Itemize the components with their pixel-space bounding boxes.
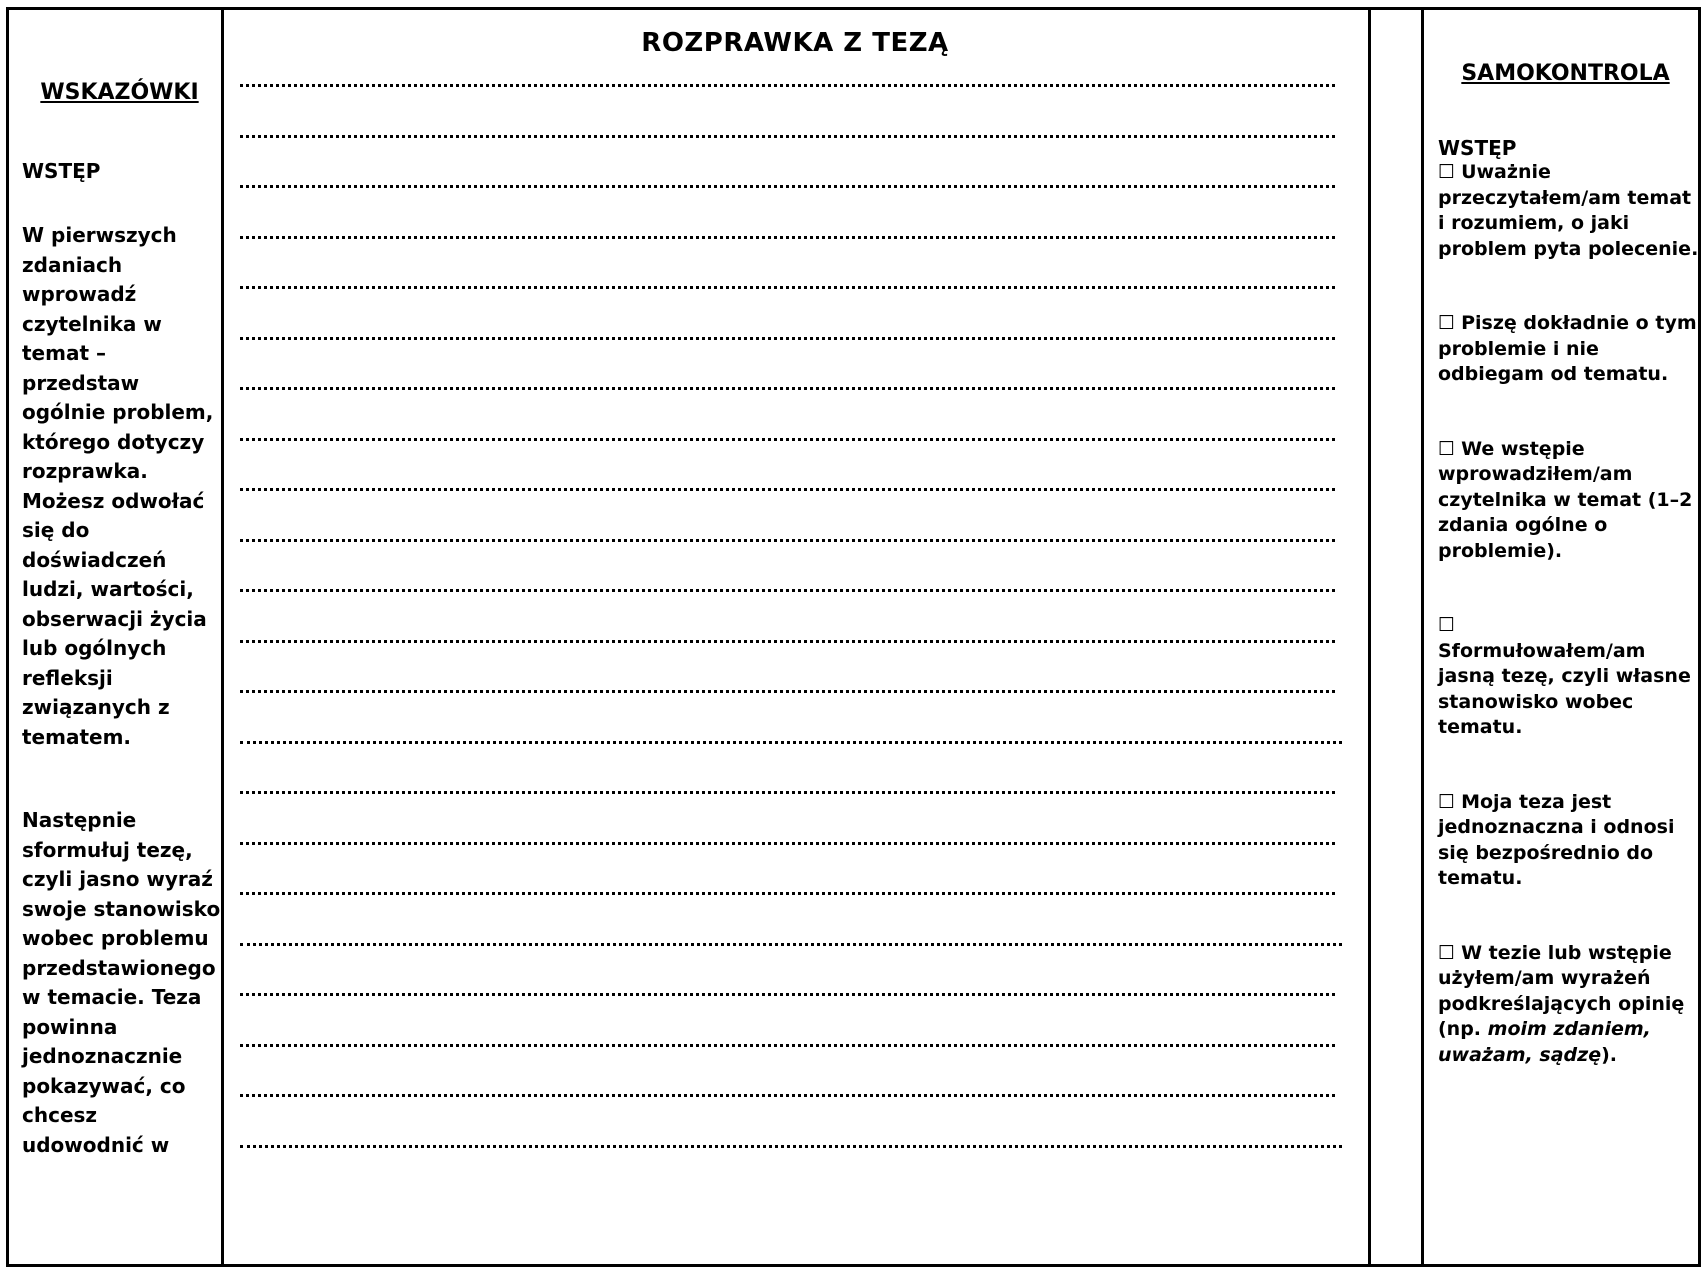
checkbox-icon[interactable]: ☐	[1438, 790, 1462, 813]
hints-column	[9, 10, 223, 1160]
writing-line[interactable]	[240, 845, 1335, 896]
writing-line[interactable]	[240, 138, 1335, 189]
essay-title: ROZPRAWKA Z TEZĄ	[641, 28, 949, 58]
writing-line[interactable]	[240, 1047, 1335, 1098]
writing-line[interactable]	[240, 491, 1335, 542]
self-check-section-title: WSTĘP	[1438, 136, 1517, 160]
checklist-item-example-phrases: moim zdaniem, uważam, sądzę	[1438, 1018, 1651, 1066]
checklist-item-text: Piszę dokładnie o tym problemie i nie odbiegam od tematu.	[1438, 312, 1697, 385]
self-check-heading: SAMOKONTROLA	[1461, 61, 1670, 86]
writing-line[interactable]	[240, 340, 1335, 391]
hints-paragraph-thesis: Następnie sformułuj tezę, czyli jasno wyraź swoje stanowisko wobec problemu przedstawionego w temacie. Teza powinna jednoznacznie pokazywać, co chcesz udowodnić w	[22, 808, 221, 1157]
checklist-item[interactable]	[1438, 160, 1701, 262]
writing-line[interactable]	[240, 87, 1335, 138]
writing-line[interactable]	[240, 744, 1335, 795]
writing-line[interactable]	[240, 441, 1335, 492]
hints-heading: WSKAZÓWKI	[40, 80, 199, 105]
checklist-item-text: W tezie lub wstępie użyłem/am wyrażeń podkreślających opinię (np.	[1438, 941, 1685, 1040]
checklist-item-text: Sformułowałem/am jasną tezę, czyli własne stanowisko wobec tematu.	[1438, 639, 1691, 738]
column-divider-center	[1368, 7, 1371, 1267]
writing-line[interactable]	[240, 73, 1335, 87]
checklist-item-text: We wstępie wprowadziłem/am czytelnika w temat (1–2 zdania ogólne o problemie).	[1438, 437, 1693, 562]
checklist-item[interactable]	[1438, 613, 1701, 741]
writing-line[interactable]	[240, 693, 1342, 744]
checkbox-icon[interactable]: ☐	[1438, 437, 1462, 460]
writing-line[interactable]	[240, 542, 1335, 593]
writing-line[interactable]	[240, 188, 1335, 239]
checklist-item-text-end: ).	[1601, 1043, 1617, 1066]
writing-line[interactable]	[240, 643, 1335, 694]
writing-line[interactable]	[240, 895, 1342, 946]
checkbox-icon[interactable]: ☐	[1438, 312, 1462, 334]
writing-line[interactable]	[240, 794, 1335, 845]
hints-section-title: WSTĘP	[22, 159, 101, 183]
essay-column	[225, 10, 1365, 58]
checkbox-icon[interactable]: ☐	[1438, 614, 1456, 636]
checkbox-icon[interactable]: ☐	[1438, 941, 1462, 964]
self-check-column	[1424, 10, 1701, 1117]
writing-line[interactable]	[240, 390, 1335, 441]
checklist-item[interactable]	[1438, 790, 1701, 892]
checklist-item-text: Uważnie przeczytałem/am temat i rozumiem, o jaki problem pyta polecenie.	[1438, 161, 1699, 260]
writing-lines	[240, 73, 1340, 1148]
writing-line[interactable]	[240, 996, 1335, 1047]
hints-paragraph-intro: W pierwszych zdaniach wprowadź czytelnika w temat – przedstaw ogólnie problem, którego dotyczy rozprawka. Możesz odwołać się do doświadczeń ludzi, wartości, obserwacji życia lub ogólnych refleksji związanych z tematem.	[22, 223, 214, 749]
checklist-item-text: Moja teza jest jednoznaczna i odnosi się bezpośrednio do tematu.	[1438, 790, 1675, 889]
checklist-item[interactable]	[1438, 437, 1701, 565]
writing-line[interactable]	[240, 592, 1335, 643]
checklist-item[interactable]	[1438, 311, 1701, 388]
writing-line[interactable]	[240, 289, 1335, 340]
writing-line[interactable]	[240, 946, 1335, 997]
checkbox-icon[interactable]: ☐	[1438, 161, 1462, 183]
writing-line[interactable]	[240, 1097, 1342, 1148]
checklist-item[interactable]	[1438, 941, 1701, 1069]
writing-line[interactable]	[240, 239, 1335, 290]
